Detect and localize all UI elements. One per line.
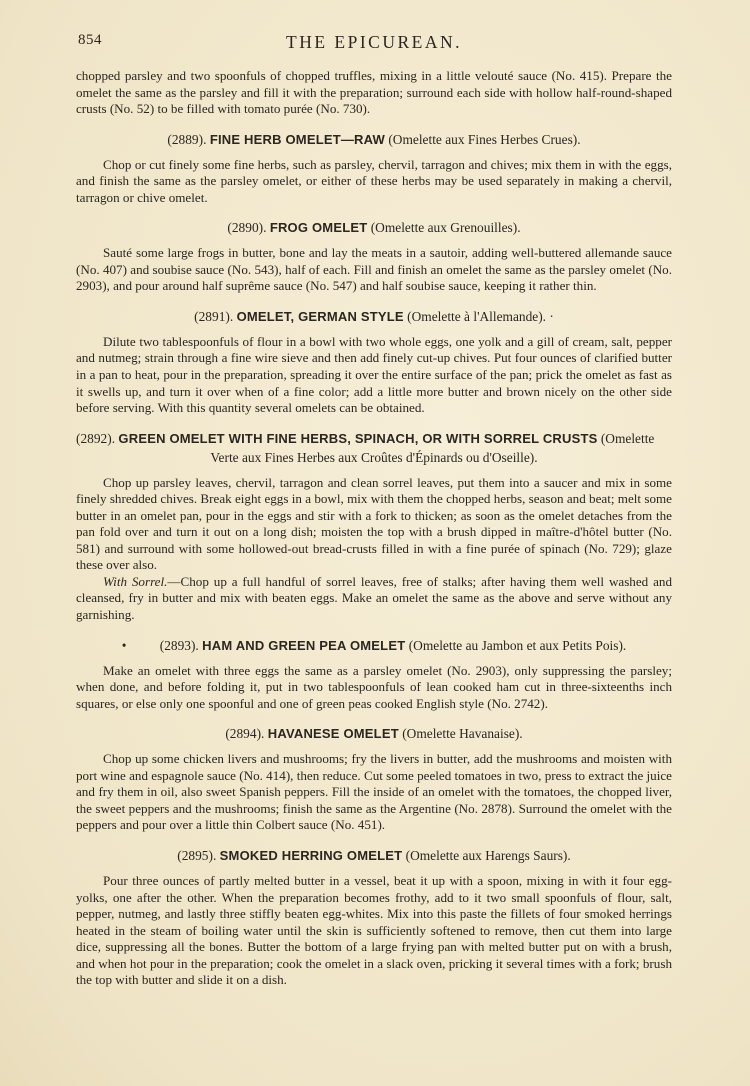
recipe-heading <box>76 848 672 864</box>
recipe-heading <box>76 309 672 325</box>
recipe-number: (2895). <box>177 847 217 863</box>
recipe-name: FROG OMELET <box>269 220 368 236</box>
recipe-number: (2894). <box>225 726 265 742</box>
recipe-french-name: (Omelette Havanaise). <box>402 726 523 742</box>
page-number: 854 <box>78 32 102 48</box>
running-title: THE EPICUREAN. <box>286 32 462 52</box>
recipe-body: Sauté some large frogs in butter, bone and lay the meats in a sautoir, adding well-buttered allemande sauce (No. 407) and soubise sauce (No. 543), half of each. Fill and finish an omelet the same as the parsley omelet (No. 2903), and pour around half suprême sauce (No. 547) and half soubise sauce, keeping it rather thin. <box>76 245 672 294</box>
recipe-number: (2893). <box>159 637 199 653</box>
recipe-number: (2890). <box>227 220 267 236</box>
recipe-number: (2889). <box>167 131 207 147</box>
margin-bullet: • <box>121 637 127 653</box>
recipe-number: (2891). <box>194 308 234 324</box>
page-content <box>76 68 672 989</box>
recipe-heading <box>76 638 672 654</box>
recipe-variant <box>76 574 672 624</box>
recipe-body: Pour three ounces of partly melted butter in a vessel, beat it up with a spoon, mixing in with it four egg-yolks, one after the other. When the preparation becomes frothy, add to it two small spoonfuls of flour, salt, pepper, nutmeg, and lastly three stiffly beaten egg-whites. Mix into this paste the fillets of four smoked herrings heated in the steam of boiling water until the skin is sufficiently softened to remove, then cut them into large dice, suppressing all the bones. Butter the bottom of a large frying pan with melted butter put on with a brush, and when hot pour in the preparation; cook the omelet in a slack oven, pricking it several times with a fork; brush the top with butter and slide it on a dish. <box>76 872 672 988</box>
recipe-body: Chop up some chicken livers and mushrooms; fry the livers in butter, add the mushrooms and moisten with port wine and espagnole sauce (No. 414), then reduce. Cut some peeled tomatoes in two, press to extract the juice and fry them in oil, also sweet Spanish peppers. Fill the inside of an omelet with the tomatoes, the chopped liver, the sweet peppers and the mushrooms; finish the same as the Argentine (No. 2878). Surround the omelet with the peppers and pour over a little thin Colbert sauce (No. 451). <box>76 751 672 833</box>
recipe-body: Make an omelet with three eggs the same as a parsley omelet (No. 2903), only suppressing the parsley; when done, and before folding it, put in two tablespoonfuls of lean cooked ham cut in three-sixteenths inch squares, or else only one spoonful and one of green peas cooked English style (No. 2742). <box>76 662 672 711</box>
recipe-heading <box>76 132 672 148</box>
recipe-body: Chop up parsley leaves, chervil, tarragon and clean sorrel leaves, put them into a saucer and mix in some finely shredded chives. Break eight eggs in a bowl, mix with them the chopped herbs, season and beat; melt some butter in an omelet pan, pour in the eggs and stir with a fork to thicken; as soon as the omelet detaches from the pan fold over and turn it out on a long dish; moisten the top with a brush dipped in maître-d'hôtel butter (No. 581) and surround with some hollowed-out bread-crusts filled in with a fine purée of spinach (No. 729); glaze these over also. <box>76 474 672 573</box>
variant-body: —Chop up a full handful of sorrel leaves, free of stalks; after having them well washed and cleansed, fry in butter and mix with beaten eggs. Make an omelet the same as the above and serve without any garnishing. <box>76 573 672 623</box>
recipe-number: (2892). <box>76 430 116 446</box>
recipe-french-name: (Omelette au Jambon et aux Petits Pois). <box>408 637 627 653</box>
intro-paragraph: chopped parsley and two spoonfuls of chopped truffles, mixing in a little velouté sauce (No. 415). Prepare the omelet the same as the parsley and fill it with the preparation; surround each side with hollow half-round-shaped crusts (No. 52) to be filled with tomato purée (No. 730). <box>76 68 672 117</box>
recipe-name: FINE HERB OMELET—RAW <box>209 131 385 147</box>
recipe-name: GREEN OMELET WITH FINE HERBS, SPINACH, OR WITH SORREL CRUSTS <box>118 430 598 446</box>
recipe-heading <box>76 726 672 742</box>
recipe-name: HAVANESE OMELET <box>267 726 399 742</box>
page-header <box>76 26 672 60</box>
recipe-heading <box>76 220 672 236</box>
recipe-name: OMELET, GERMAN STYLE <box>236 308 404 324</box>
recipe-french-name-continued: Verte aux Fines Herbes aux Croûtes d'Épinards ou d'Oseille). <box>210 449 538 465</box>
variant-label: With Sorrel. <box>103 573 168 589</box>
recipe-name: HAM AND GREEN PEA OMELET <box>202 637 406 653</box>
recipe-french-name: (Omelette aux Grenouilles). <box>370 220 521 236</box>
recipe-heading <box>76 431 672 466</box>
recipe-body: Chop or cut finely some fine herbs, such as parsley, chervil, tarragon and chives; mix them in with the eggs, and finish the same as the parsley omelet, or either of these herbs may be used separately in making a chervil, tarragon or chive omelet. <box>76 156 672 205</box>
recipe-french-name: (Omelette à l'Allemande). · <box>407 308 554 324</box>
recipe-name: SMOKED HERRING OMELET <box>219 847 403 863</box>
recipe-french-name: (Omelette aux Harengs Saurs). <box>405 847 571 863</box>
recipe-french-name: (Omelette aux Fines Herbes Crues). <box>388 131 581 147</box>
recipe-body: Dilute two tablespoonfuls of flour in a bowl with two whole eggs, one yolk and a gill of cream, salt, pepper and nutmeg; strain through a fine wire sieve and then add finely cut-up chives. Put four ounces of clarified butter in a pan to heat, pour in the preparation, spreading it over the entire surface of the pan; prick the omelet as fast as it swells up, and turn it over when of a fine color; add a little more butter and brown nicely on the other side before serving. With this quantity several omelets can be obtained. <box>76 333 672 416</box>
recipe-french-name: (Omelette <box>600 430 655 446</box>
